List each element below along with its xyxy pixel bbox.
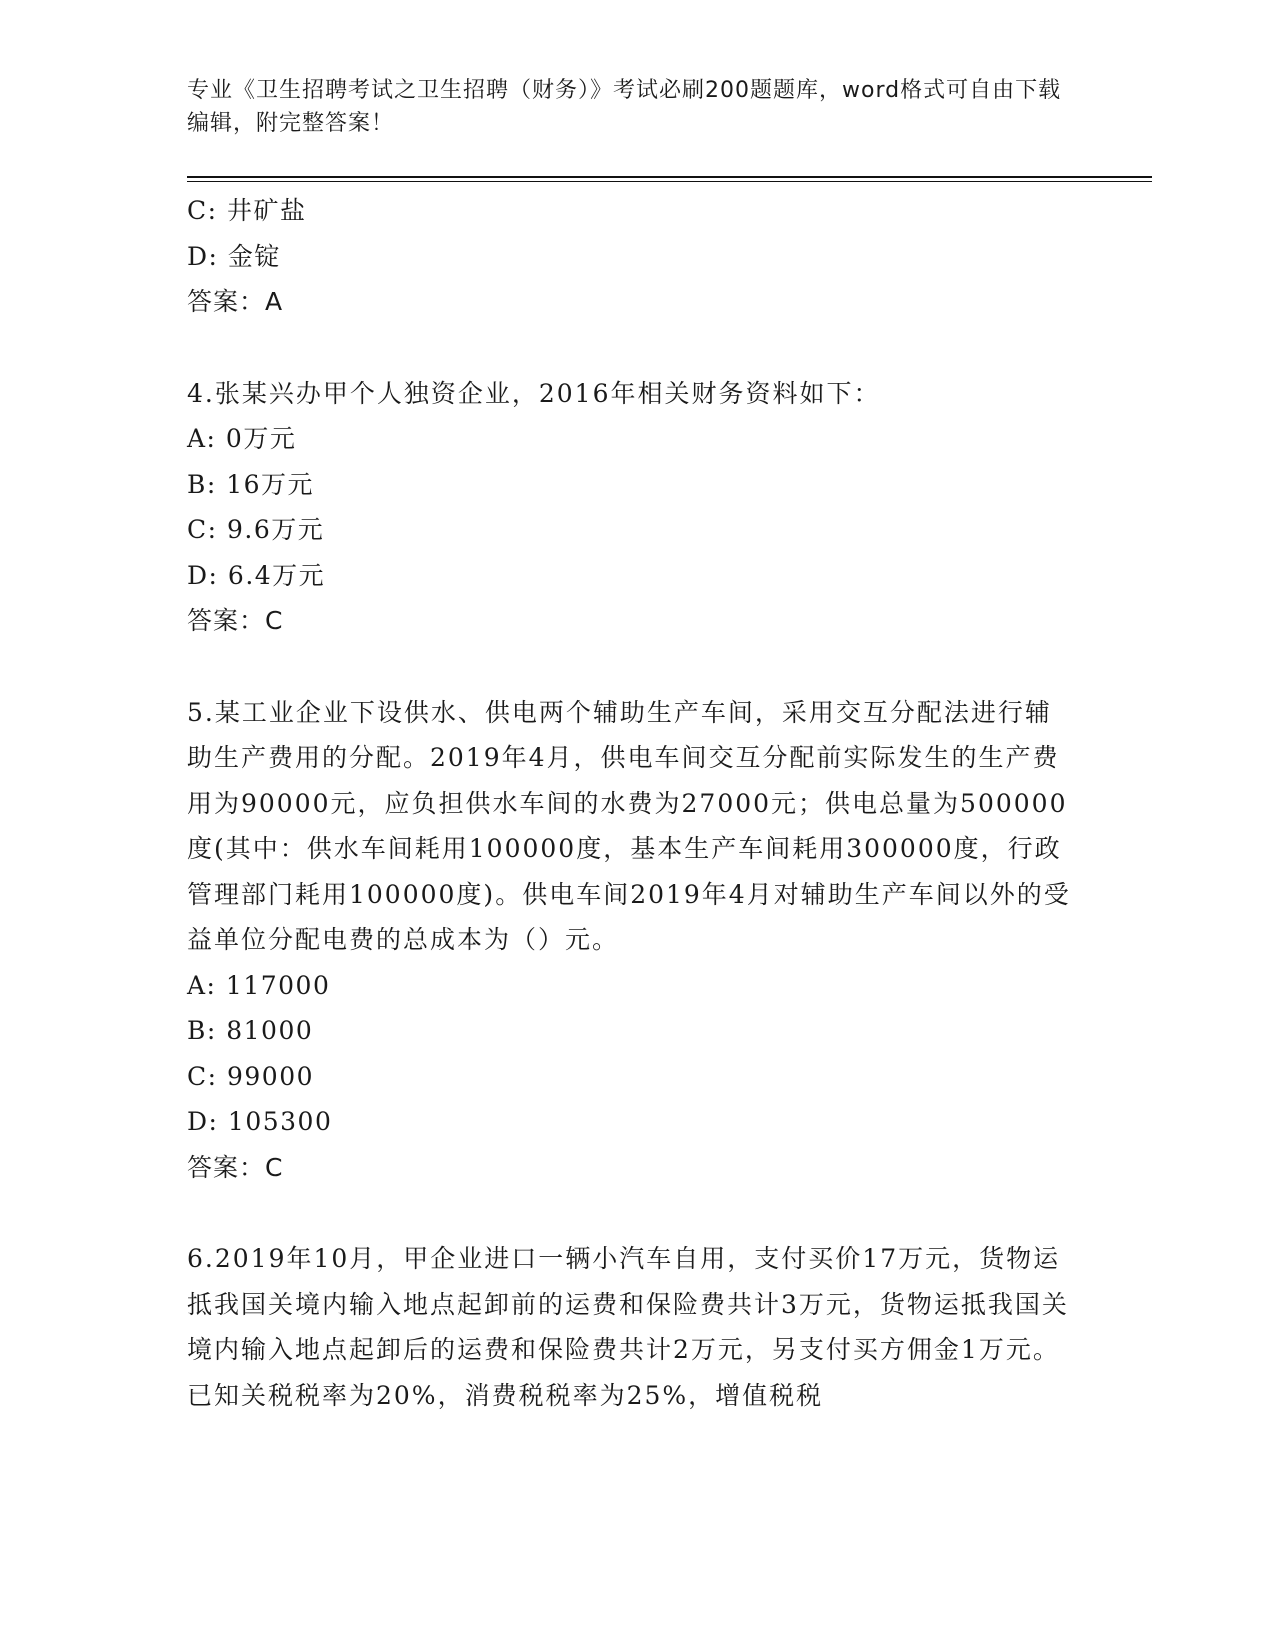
document-header: 专业《卫生招聘考试之卫生招聘（财务）》考试必刷200题题库，word格式可自由下载编辑，附完整答案！ [187,78,1062,136]
header-rule-thick [187,176,1152,178]
option-b: B: 81000 [187,1016,314,1045]
answer-line: 答案：C [187,1152,284,1182]
option-d: D: 105300 [187,1107,333,1136]
option-b: B: 16万元 [187,469,315,499]
header-rule-thin [187,181,1152,182]
spacer [187,1190,1087,1236]
answer-line: 答案：A [187,287,284,316]
document-body [187,188,1087,1418]
option-a: A: 0万元 [187,424,297,453]
spacer [187,325,1087,371]
question-5: 5.某工业企业下设供水、供电两个辅助生产车间，采用交互分配法进行辅助生产费用的分配。2019年4月，供电车间交互分配前实际发生的生产费用为90000元，应负担供水车间的水费为27000元；供电总量为500000度(其中：供水车间耗用100000度，基本生产车间耗用300000度，行政管理部门耗用100000度)。供电车间2019年4月对辅助生产车间以外的受益单位分配电费的总成本为（）元。 [187,697,1071,954]
answer-line: 答案：C [187,606,284,635]
option-c: C: 9.6万元 [187,515,325,544]
option-c: C: 99000 [187,1061,315,1091]
option-d: D: 6.4万元 [187,560,326,590]
question-4: 4.张某兴办甲个人独资企业，2016年相关财务资料如下： [187,378,881,408]
option-a: A: 117000 [187,970,331,1000]
option-d: D: 金锭 [187,241,281,271]
question-6: 6.2019年10月，甲企业进口一辆小汽车自用，支付买价17万元，货物运抵我国关境内输入地点起卸前的运费和保险费共计3万元，货物运抵我国关境内输入地点起卸后的运费和保险费共计2万元，另支付买方佣金1万元。已知关税税率为20%，消费税税率为25%，增值税税 [187,1244,1069,1410]
spacer [187,644,1087,690]
option-c: C: 井矿盐 [187,196,307,225]
